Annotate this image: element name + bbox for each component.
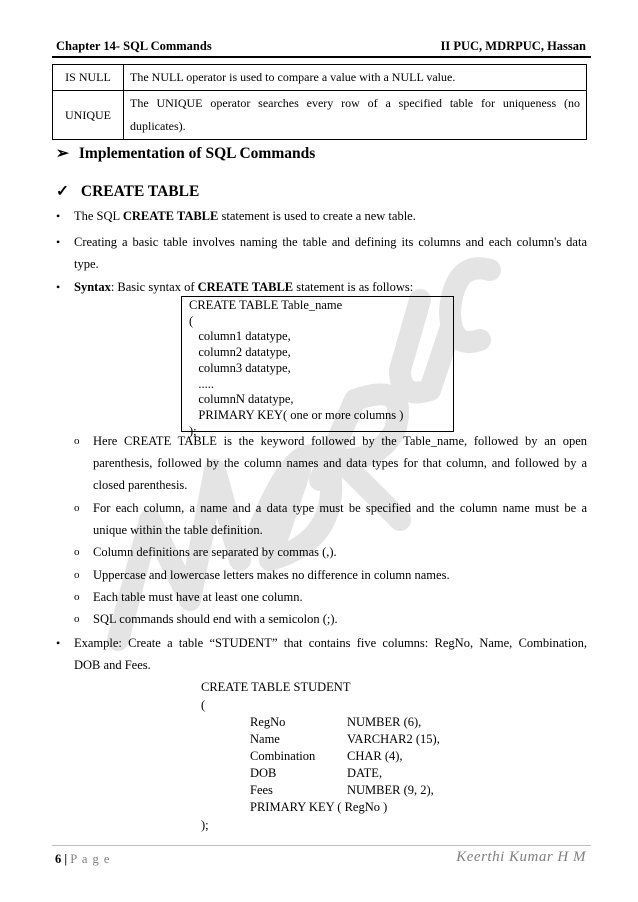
column-name: Fees [250,783,273,797]
page-label: P a g e [70,852,111,866]
page-separator: | [61,852,71,866]
bullet-create-table [74,205,587,227]
circle-bullet-icon: o [74,569,80,581]
code-line: ( [189,313,194,328]
keyword: CREATE TABLE [122,209,219,223]
section-title: Implementation of SQL Commands [78,145,316,162]
operator-name: IS NULL [53,65,124,91]
operator-description-line: The UNIQUE operator searches every row of a specified table for uniqueness (no [130,96,580,110]
page-number: 6 [55,852,62,866]
text: statement is as follows: [293,280,414,294]
code-line: PRIMARY KEY( one or more columns ) [189,407,404,422]
text: The SQL [74,209,123,223]
code-line: ); [189,423,197,438]
header-chapter-title: Chapter 14- SQL Commands [56,39,212,53]
column-name: Name [250,732,280,746]
example-code-line: ); [201,818,209,832]
subsection-heading [56,182,199,201]
sub-bullet-keyword [93,430,587,496]
example-code-line: ( [201,698,206,712]
text-line: Example: Create a table “STUDENT” that contains five columns: RegNo, Name, Combination, [74,636,587,650]
bullet-basic-table [74,231,587,275]
column-type: NUMBER (6), [347,715,422,729]
bullet-syntax [74,276,587,298]
operator-description [124,91,587,140]
text-line: unique within the table definition. [93,523,263,537]
column-type: DATE, [347,766,383,780]
column-name: Combination [250,749,316,763]
table-row [53,91,587,140]
footer-rule [52,845,591,846]
sub-bullet-case: Uppercase and lowercase letters makes no difference in column names. [93,568,450,582]
keyword: Syntax [74,280,111,294]
circle-bullet-icon: o [74,435,80,447]
footer-page [55,852,110,867]
circle-bullet-icon: o [74,591,80,603]
text-line: DOB and Fees. [74,658,151,672]
example-code-line: CREATE TABLE STUDENT [201,680,351,694]
circle-bullet-icon: o [74,613,80,625]
text-line: closed parenthesis. [93,478,188,492]
sub-bullet-commas: Column definitions are separated by commas (,). [93,545,337,559]
text: : Basic syntax of [110,280,198,294]
operator-description-line: duplicates). [130,119,186,133]
code-line: column3 datatype, [189,360,291,375]
text-line: Creating a basic table involves naming the table and defining its columns and each column's data [74,235,587,249]
section-heading [56,144,315,163]
column-type: VARCHAR2 (15), [347,732,440,746]
footer-author: Keerthi Kumar H M [456,849,586,865]
bullet-example [74,632,587,676]
circle-bullet-icon: o [74,502,80,514]
sub-bullet-column-name [93,497,587,541]
code-line: columnN datatype, [189,392,294,407]
text-line: Here CREATE TABLE is the keyword followed by the Table_name, followed by an open [93,434,587,448]
syntax-code-box [181,296,454,438]
table-row [53,65,587,91]
code-line: ..... [189,376,214,391]
check-icon: ✓ [56,183,69,200]
header-rule [52,56,591,58]
subsection-title: CREATE TABLE [80,183,200,200]
header-institution: II PUC, MDRPUC, Hassan [440,39,586,53]
bullet-dot-icon: • [56,636,61,650]
column-name: RegNo [250,715,286,729]
operators-table [52,64,587,140]
code-line: column1 datatype, [189,329,291,344]
code-line: column2 datatype, [189,345,291,360]
operator-name: UNIQUE [53,91,124,140]
bullet-dot-icon: • [56,209,61,223]
circle-bullet-icon: o [74,546,80,558]
sub-bullet-one-column: Each table must have at least one column. [93,590,303,604]
code-line: CREATE TABLE Table_name [189,298,343,312]
operator-description: The NULL operator is used to compare a value with a NULL value. [124,65,587,91]
bullet-dot-icon: • [56,235,61,249]
primary-key-line: PRIMARY KEY ( RegNo ) [250,800,388,814]
keyword: CREATE TABLE [197,280,294,294]
column-type: CHAR (4), [347,749,403,763]
arrow-bullet-icon: ➢ [56,145,69,162]
sub-bullet-semicolon: SQL commands should end with a semicolon (;). [93,612,338,626]
column-type: NUMBER (9, 2), [347,783,434,797]
text-line: type. [74,257,99,271]
bullet-dot-icon: • [56,280,61,294]
column-name: DOB [250,766,277,780]
text: statement is used to create a new table. [218,209,416,223]
text-line: parenthesis, followed by the column names and data types for that column, and followed by a [93,456,587,470]
text-line: For each column, a name and a data type must be specified and the column name must be a [93,501,587,515]
